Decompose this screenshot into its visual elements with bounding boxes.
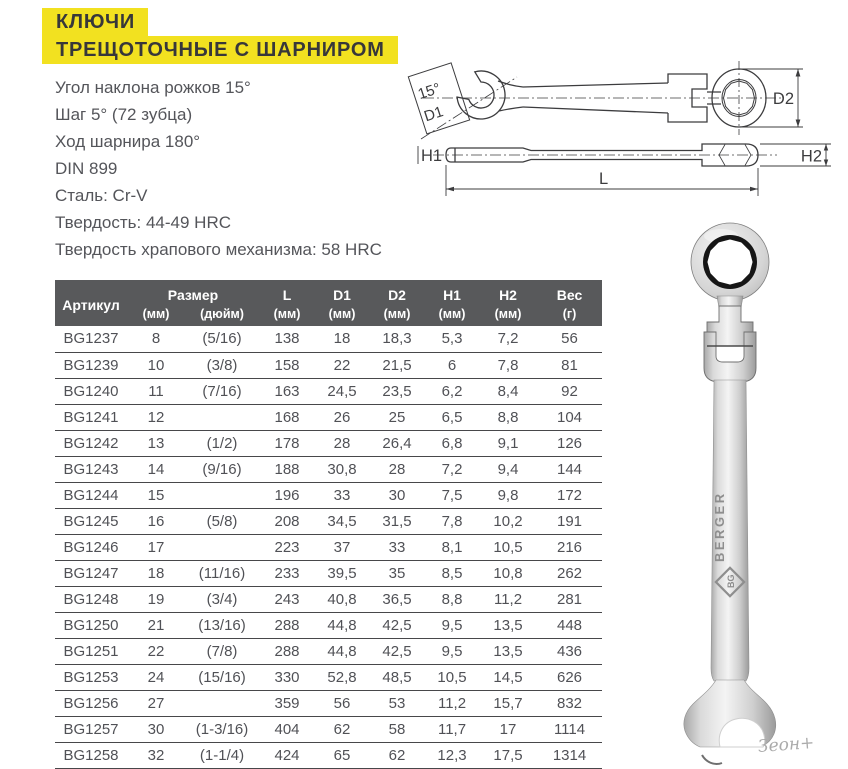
cell-h2: 9,4 [479,456,537,482]
d2-label: D2 [772,90,794,108]
col-header-l: L [259,280,315,305]
cell-size-mm: 22 [127,638,185,664]
cell-l: 178 [259,430,315,456]
cell-d2: 23,5 [369,378,425,404]
cell-article: BG1241 [55,404,127,430]
col-unit-l: (мм) [259,305,315,326]
cell-h2: 13,5 [479,638,537,664]
cell-size-inch: (15/16) [185,664,259,690]
cell-article: BG1256 [55,690,127,716]
cell-size-mm: 21 [127,612,185,638]
cell-l: 188 [259,456,315,482]
table-row [55,638,602,664]
cell-d1: 44,8 [315,612,369,638]
cell-size-mm: 17 [127,534,185,560]
cell-size-mm: 15 [127,482,185,508]
cell-l: 288 [259,612,315,638]
cell-h1: 10,5 [425,664,479,690]
cell-h1: 9,5 [425,638,479,664]
cell-l: 208 [259,508,315,534]
page-title-line1: КЛЮЧИ [42,8,148,36]
cell-weight: 626 [537,664,602,690]
cell-h1: 6,2 [425,378,479,404]
cell-l: 223 [259,534,315,560]
spec-line: Сталь: Cr-V [55,186,148,205]
cell-d1: 37 [315,534,369,560]
table-row [55,742,602,768]
spec-line: Ход шарнира 180° [55,132,201,151]
cell-size-mm: 12 [127,404,185,430]
cell-d2: 42,5 [369,638,425,664]
cell-l: 424 [259,742,315,768]
cell-d2: 28 [369,456,425,482]
wrench-shaft [711,380,749,681]
brand-logo-text: BG [726,574,736,588]
cell-size-mm: 32 [127,742,185,768]
cell-d2: 21,5 [369,352,425,378]
cell-weight: 1114 [537,716,602,742]
cell-l: 233 [259,560,315,586]
col-unit-size-mm: (мм) [127,305,185,326]
cell-size-mm: 10 [127,352,185,378]
cell-h2: 10,2 [479,508,537,534]
table-row [55,612,602,638]
cell-d1: 44,8 [315,638,369,664]
cell-size-mm: 30 [127,716,185,742]
cell-d1: 30,8 [315,456,369,482]
wrench-photo [620,210,848,768]
cell-h2: 10,5 [479,534,537,560]
cell-size-inch [185,534,259,560]
angle-label: 15° [415,79,443,104]
cell-size-mm: 18 [127,560,185,586]
cell-d2: 31,5 [369,508,425,534]
cell-size-inch: (7/8) [185,638,259,664]
cell-h2: 13,5 [479,612,537,638]
spec-line: Твердость храпового механизма: 58 HRC [55,240,382,259]
cell-size-inch [185,404,259,430]
cell-size-inch: (3/4) [185,586,259,612]
cell-h1: 6,5 [425,404,479,430]
cell-size-inch: (1-1/4) [185,742,259,768]
cell-h1: 11,7 [425,716,479,742]
cell-article: BG1257 [55,716,127,742]
spec-table [55,280,602,769]
h2-label: H2 [800,147,822,166]
cell-weight: 144 [537,456,602,482]
cell-weight: 126 [537,430,602,456]
col-header-weight: Вес [537,280,602,305]
cell-h1: 6 [425,352,479,378]
cell-h1: 8,5 [425,560,479,586]
cell-weight: 832 [537,690,602,716]
col-unit-h2: (мм) [479,305,537,326]
wrench-ring-head [691,223,769,301]
cell-l: 138 [259,326,315,352]
watermark-text: Зеон+ [757,733,815,757]
cell-weight: 56 [537,326,602,352]
cell-d2: 53 [369,690,425,716]
cell-d2: 18,3 [369,326,425,352]
cell-l: 288 [259,638,315,664]
cell-weight: 81 [537,352,602,378]
col-unit-size-inch: (дюйм) [185,305,259,326]
cell-h1: 7,8 [425,508,479,534]
cell-size-inch: (1/2) [185,430,259,456]
col-unit-h1: (мм) [425,305,479,326]
cell-h1: 6,8 [425,430,479,456]
cell-d1: 40,8 [315,586,369,612]
cell-h2: 7,2 [479,326,537,352]
cell-h1: 8,1 [425,534,479,560]
cell-size-inch: (5/16) [185,326,259,352]
cell-size-inch: (5/8) [185,508,259,534]
cell-article: BG1240 [55,378,127,404]
table-row [55,508,602,534]
cell-l: 330 [259,664,315,690]
col-unit-weight: (г) [537,305,602,326]
cell-d1: 22 [315,352,369,378]
cell-d1: 52,8 [315,664,369,690]
cell-h2: 17 [479,716,537,742]
table-row [55,560,602,586]
cell-d2: 30 [369,482,425,508]
cell-d2: 42,5 [369,612,425,638]
cell-d1: 65 [315,742,369,768]
spec-line: DIN 899 [55,159,118,178]
cell-article: BG1250 [55,612,127,638]
table-row [55,378,602,404]
spec-line: Шаг 5° (72 зубца) [55,105,193,124]
spec-table-body [55,326,602,768]
cell-d2: 26,4 [369,430,425,456]
cell-size-inch: (9/16) [185,456,259,482]
wrench-technical-diagram [405,55,848,205]
cell-l: 163 [259,378,315,404]
d1-label: D1 [421,103,446,126]
cell-h2: 10,8 [479,560,537,586]
cell-h2: 14,5 [479,664,537,690]
cell-size-mm: 11 [127,378,185,404]
cell-size-inch [185,482,259,508]
cell-h2: 9,1 [479,430,537,456]
col-header-d1: D1 [315,280,369,305]
cell-d1: 33 [315,482,369,508]
cell-article: BG1239 [55,352,127,378]
cell-d2: 48,5 [369,664,425,690]
cell-size-mm: 19 [127,586,185,612]
table-row [55,690,602,716]
spec-line: Угол наклона рожков 15° [55,78,251,97]
table-row [55,430,602,456]
cell-h2: 9,8 [479,482,537,508]
cell-article: BG1251 [55,638,127,664]
cell-h1: 11,2 [425,690,479,716]
cell-article: BG1242 [55,430,127,456]
table-row [55,534,602,560]
cell-size-inch: (7/16) [185,378,259,404]
cell-h2: 15,7 [479,690,537,716]
cell-d1: 62 [315,716,369,742]
cell-weight: 191 [537,508,602,534]
cell-d2: 58 [369,716,425,742]
cell-h2: 11,2 [479,586,537,612]
wrench-hinge [704,296,756,382]
cell-d1: 26 [315,404,369,430]
cell-size-inch [185,690,259,716]
table-row [55,482,602,508]
cell-size-inch: (1-3/16) [185,716,259,742]
cell-h2: 8,4 [479,378,537,404]
cell-d1: 28 [315,430,369,456]
cell-h1: 7,2 [425,456,479,482]
cell-weight: 104 [537,404,602,430]
table-row [55,664,602,690]
cell-l: 404 [259,716,315,742]
title-banner [42,8,398,64]
table-row [55,404,602,430]
cell-h1: 7,5 [425,482,479,508]
table-row [55,586,602,612]
cell-h2: 17,5 [479,742,537,768]
cell-d2: 36,5 [369,586,425,612]
cell-d1: 56 [315,690,369,716]
cell-weight: 262 [537,560,602,586]
cell-article: BG1244 [55,482,127,508]
brand-engraving: BERGER [712,491,727,562]
cell-d2: 35 [369,560,425,586]
cell-weight: 448 [537,612,602,638]
cell-size-inch: (11/16) [185,560,259,586]
cell-size-inch: (3/8) [185,352,259,378]
diagram-linework [408,61,831,196]
cell-size-mm: 16 [127,508,185,534]
col-unit-d2: (мм) [369,305,425,326]
cell-l: 196 [259,482,315,508]
cell-h2: 8,8 [479,404,537,430]
table-row [55,352,602,378]
cell-l: 158 [259,352,315,378]
cell-size-inch: (13/16) [185,612,259,638]
cell-h1: 12,3 [425,742,479,768]
table-row [55,326,602,352]
cell-size-mm: 14 [127,456,185,482]
cell-article: BG1245 [55,508,127,534]
cell-size-mm: 13 [127,430,185,456]
cell-article: BG1247 [55,560,127,586]
cell-weight: 92 [537,378,602,404]
cell-weight: 172 [537,482,602,508]
cell-weight: 1314 [537,742,602,768]
cell-d1: 39,5 [315,560,369,586]
cell-h1: 5,3 [425,326,479,352]
cell-weight: 436 [537,638,602,664]
cell-d2: 62 [369,742,425,768]
cell-h2: 7,8 [479,352,537,378]
table-row [55,456,602,482]
cell-d1: 24,5 [315,378,369,404]
cell-size-mm: 8 [127,326,185,352]
cell-article: BG1243 [55,456,127,482]
page-title-line2: ТРЕЩОТОЧНЫЕ С ШАРНИРОМ [42,36,398,64]
cell-article: BG1253 [55,664,127,690]
cell-weight: 281 [537,586,602,612]
col-header-h2: H2 [479,280,537,305]
cell-d1: 34,5 [315,508,369,534]
col-header-h1: H1 [425,280,479,305]
cell-d2: 25 [369,404,425,430]
h1-label: H1 [421,147,443,165]
cell-d2: 33 [369,534,425,560]
cell-l: 243 [259,586,315,612]
spec-line: Твердость: 44-49 HRC [55,213,231,232]
cell-d1: 18 [315,326,369,352]
cell-size-mm: 27 [127,690,185,716]
cell-h1: 9,5 [425,612,479,638]
cell-article: BG1237 [55,326,127,352]
cell-article: BG1248 [55,586,127,612]
cell-weight: 216 [537,534,602,560]
col-header-d2: D2 [369,280,425,305]
table-header [55,280,602,326]
cell-l: 359 [259,690,315,716]
length-label: L [599,170,609,188]
cell-size-mm: 24 [127,664,185,690]
col-header-article: Артикул [55,280,127,326]
cell-article: BG1246 [55,534,127,560]
cell-article: BG1258 [55,742,127,768]
spec-list [55,74,415,263]
table-row [55,716,602,742]
col-unit-d1: (мм) [315,305,369,326]
cell-h1: 8,8 [425,586,479,612]
col-header-size: Размер [127,280,259,305]
cell-l: 168 [259,404,315,430]
